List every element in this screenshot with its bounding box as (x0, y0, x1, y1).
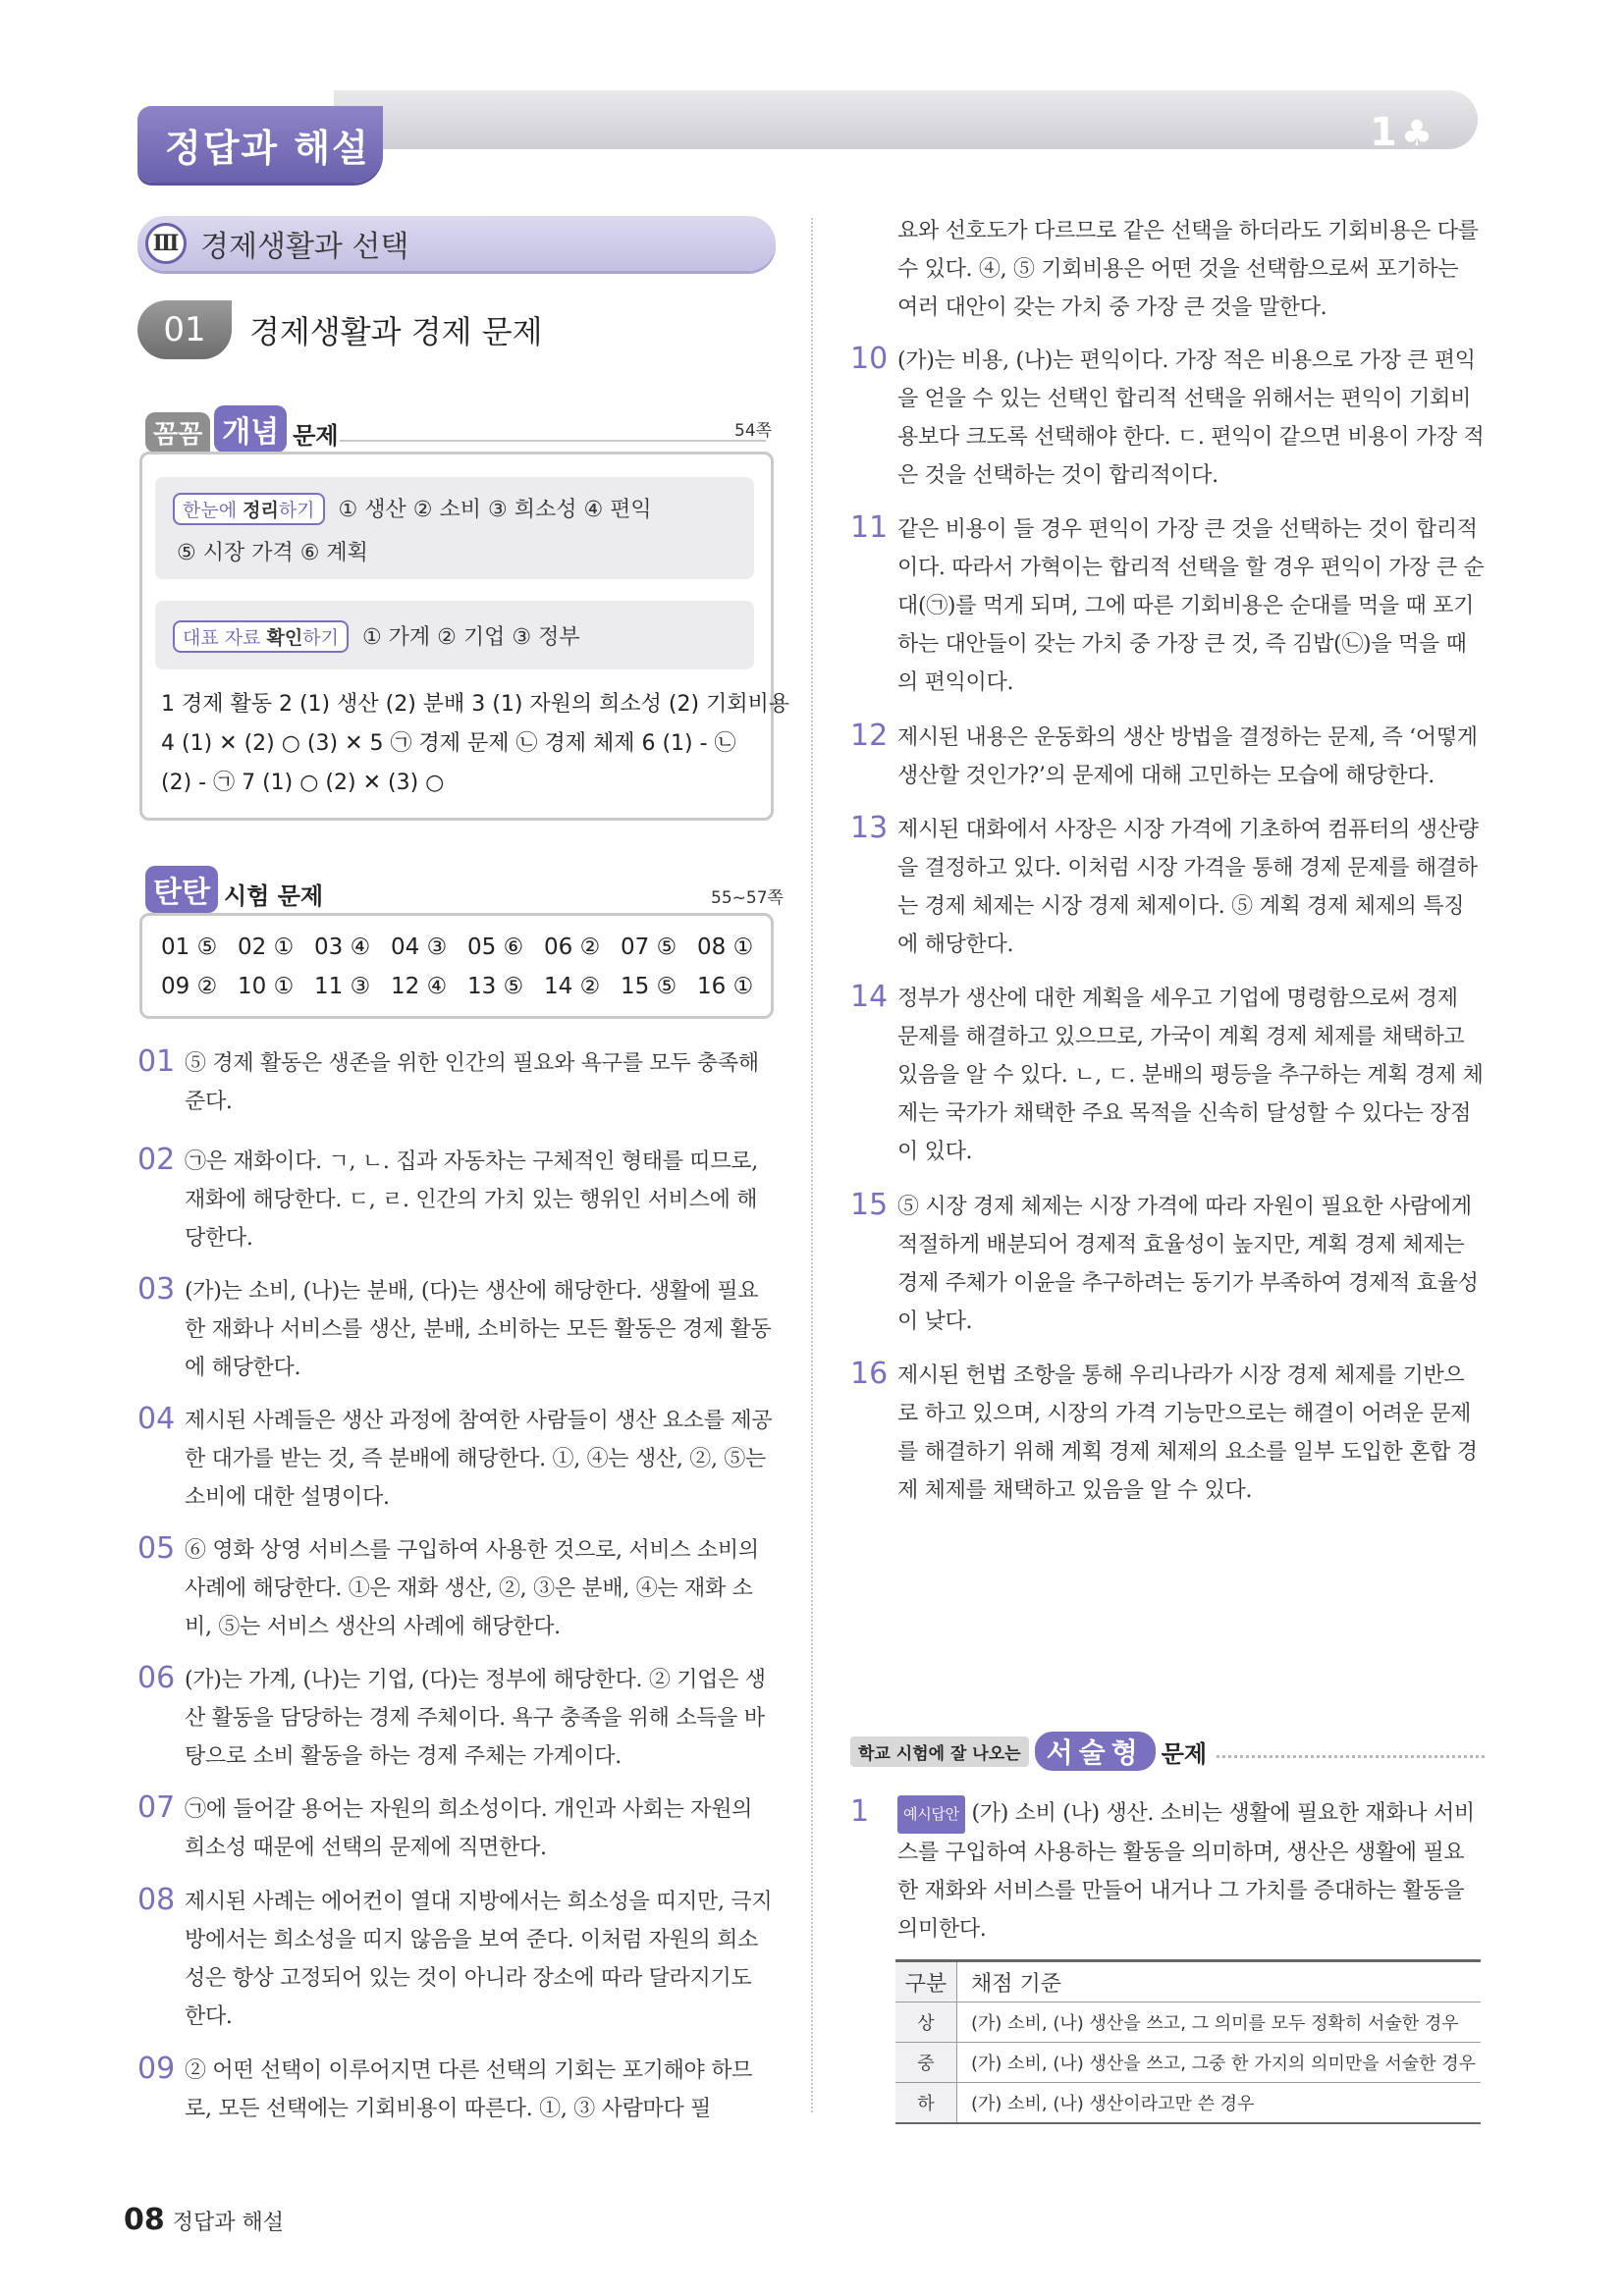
explanation-item (850, 719, 1485, 795)
concept-answer-line: 4 (1) ✕ (2) ○ (3) ✕ 5 ㉠ 경제 문제 ㉡ 경제 체제 6 (1) - ㉡ (161, 731, 736, 756)
grading-table-header (895, 1961, 1481, 2002)
exam-page-ref: 55~57쪽 (711, 888, 784, 908)
concept-tag-1: 꼼꼼 (145, 412, 210, 453)
exam-answer: 15 ⑤ (621, 974, 677, 999)
exam-answer: 04 ③ (391, 934, 448, 960)
explanation-number: 11 (850, 510, 889, 545)
explanation-text: 제시된 사례는 에어컨이 열대 지방에서는 희소성을 띠지만, 극지방에서는 희소성을 띠지 않음을 보여 준다. 이처럼 자원의 희소성은 항상 고정되어 있는 것이 아니라 장소에 따라 달라지기도 한다. (185, 1890, 773, 2029)
essay-pre-label: 학교 시험에 잘 나오는 (850, 1736, 1029, 1767)
exam-answer: 12 ④ (391, 974, 448, 999)
chapter-heading (137, 300, 543, 359)
clover-icon: ♣ (1400, 114, 1434, 154)
explanation-text: 제시된 헌법 조항을 통해 우리나라가 시장 경제 체제를 기반으로 하고 있으며, 시장의 가격 기능만으로는 해결이 어려운 문제를 해결하기 위해 계획 경제 체제의 요소를 일부 도입한 혼합 경제 체제를 채택하고 있음을 알 수 있다. (897, 1363, 1478, 1503)
grading-col-header: 채점 기준 (957, 1961, 1482, 2002)
explanation-number: 03 (137, 1272, 176, 1307)
exam-section-label (145, 866, 323, 913)
explanation-text: ⑥ 영화 상영 서비스를 구입하여 사용한 것으로, 서비스 소비의 사례에 해당한다. ①은 재화 생산, ②, ③은 분배, ④는 재화 소비, ⑤는 서비스 생산의 사례에 해당한다. (185, 1538, 759, 1639)
explanation-text: (가)는 가계, (나)는 기업, (다)는 정부에 해당한다. ② 기업은 생산 활동을 담당하는 경제 주체이다. 욕구 충족을 위해 소득을 바탕으로 소비 활동을 하는 경제 주체는 가계이다. (185, 1668, 766, 1769)
explanation-text: (가)는 소비, (나)는 분배, (다)는 생산에 해당한다. 생활에 필요한 재화나 서비스를 생산, 분배, 소비하는 모든 활동은 경제 활동에 해당한다. (185, 1279, 772, 1380)
explanation-item (850, 510, 1485, 702)
concept-label-word: 문제 (293, 422, 339, 450)
explanation-number: 12 (850, 719, 889, 753)
grading-level: 하 (895, 2083, 957, 2124)
essay-section-header (850, 1732, 1485, 1771)
exam-answer: 09 ② (161, 974, 218, 999)
unit-title: 경제생활과 선택 (200, 230, 409, 264)
page-footer (124, 2203, 284, 2237)
concept-tag-2: 개념 (214, 405, 287, 453)
explanation-text: (가)는 비용, (나)는 편익이다. 가장 적은 비용으로 가장 큰 편익을 얻을 수 있는 선택인 합리적 선택을 위해서는 편익이 기회비용보다 크도록 선택해야 한다. ㄷ. 편익이 같으면 비용이 가장 적은 것을 선택하는 것이 합리적이다. (897, 348, 1485, 488)
explanation-text: 제시된 사례들은 생산 과정에 참여한 사람들이 생산 요소를 제공한 대가를 받는 것, 즉 분배에 해당한다. ①, ④는 생산, ②, ⑤는 소비에 대한 설명이다. (185, 1409, 773, 1510)
explanation-text: ㉠은 재화이다. ㄱ, ㄴ. 집과 자동차는 구체적인 형태를 띠므로, 재화에 해당한다. ㄷ, ㄹ. 인간의 가치 있는 행위인 서비스에 해당한다. (185, 1149, 758, 1251)
summary-pill: 한눈에 정리하기 (173, 493, 325, 525)
explanation-number: 16 (850, 1357, 889, 1391)
exam-answer: 16 ① (697, 974, 754, 999)
explanation-number: 13 (850, 811, 889, 845)
explanation-number: 05 (137, 1531, 176, 1566)
grading-criterion: (가) 소비, (나) 생산이라고만 쓴 경우 (957, 2083, 1482, 2124)
explanation-text: 같은 비용이 들 경우 편익이 가장 큰 것을 선택하는 것이 합리적이다. 따라서 가혁이는 합리적 선택을 할 경우 편익이 가장 큰 순대(㉠)를 먹게 되며, 그에 따른 기회비용은 순대를 먹을 때 포기하는 대안들이 갖는 가치 중 가장 큰 것, 즉 김밥(㉡)을 먹을 때의 편익이다. (897, 517, 1485, 695)
grading-criterion: (가) 소비, (나) 생산을 쓰고, 그중 한 가지의 의미만을 서술한 경우 (957, 2043, 1482, 2083)
chapter-title: 경제생활과 경제 문제 (249, 313, 543, 350)
explanation-item (137, 1272, 776, 1387)
essay-label-word: 문제 (1161, 1739, 1208, 1768)
explanation-item (137, 1661, 776, 1776)
header-decoration (1370, 110, 1433, 155)
page-title: 정답과 해설 (137, 106, 383, 183)
concept-page-ref: 54쪽 (734, 421, 773, 441)
exam-answer: 14 ② (544, 974, 601, 999)
explanation-number: 15 (850, 1188, 889, 1222)
concept-label-rule (340, 440, 766, 442)
explanation-text: 정부가 생산에 대한 계획을 세우고 기업에 명령함으로써 경제 문제를 해결하고 있으므로, 가국이 계획 경제 체제를 채택하고 있음을 알 수 있다. ㄴ, ㄷ. 분배의 평등을 추구하는 계획 경제 체제는 국가가 채택한 주요 목적을 신속히 달성할 수 있다는 장점이 있다. (897, 987, 1484, 1164)
exam-answer: 03 ④ (314, 934, 371, 960)
explanation-item (850, 980, 1485, 1171)
exam-answer-row (161, 934, 774, 960)
grading-col-header: 구분 (895, 1961, 957, 2002)
grading-table (895, 1959, 1481, 2124)
representative-pill: 대표 자료 확인하기 (173, 620, 349, 653)
essay-answer-text: (가) 소비 (나) 생산. 소비는 생활에 필요한 재화나 서비스를 구입하여 사용하는 활동을 의미하며, 생산은 생활에 필요한 재화와 서비스를 만들어 내거나 그 가치를 증대하는 활동을 의미한다. (897, 1801, 1475, 1942)
chapter-number: 01 (137, 300, 232, 359)
explanation-text: ㉠에 들어갈 용어는 자원의 희소성이다. 개인과 사회는 자원의 희소성 때문에 선택의 문제에 직면한다. (185, 1797, 753, 1860)
exam-answer: 01 ⑤ (161, 934, 218, 960)
grading-row (895, 2043, 1481, 2083)
exam-answer: 08 ① (697, 934, 754, 960)
explanation-text: 제시된 대화에서 사장은 시장 가격에 기초하여 컴퓨터의 생산량을 결정하고 있다. 이처럼 시장 가격을 통해 경제 문제를 해결하는 경제 체제는 시장 경제 체제이다. ⑤ 계획 경제 체제의 특징에 해당한다. (897, 818, 1479, 957)
header-deco-number: 1 (1370, 110, 1397, 155)
explanation-text: 제시된 내용은 운동화의 생산 방법을 결정하는 문제, 즉 ‘어떻게 생산할 것인가?’의 문제에 대해 고민하는 모습에 해당한다. (897, 725, 1478, 788)
explanation-number: 14 (850, 980, 889, 1014)
exam-answer-row (161, 974, 774, 999)
explanation-item (137, 1531, 776, 1646)
exam-answer: 06 ② (544, 934, 601, 960)
explanation-item (137, 1402, 776, 1517)
explanation-number: 04 (137, 1402, 176, 1436)
unit-bar (137, 216, 776, 271)
essay-big-label: 서술형 (1035, 1732, 1156, 1771)
exam-answer: 13 ⑤ (467, 974, 524, 999)
essay-answer (897, 1794, 1485, 1949)
explanation-number: 02 (137, 1143, 176, 1177)
footer-label: 정답과 해설 (172, 2211, 285, 2235)
exam-tag: 탄탄 (145, 866, 218, 913)
model-answer-tag: 예시답안 (897, 1795, 965, 1834)
explanation-item (850, 212, 1485, 327)
explanation-number: 06 (137, 1661, 176, 1695)
grading-row (895, 2002, 1481, 2043)
explanation-item (137, 1883, 776, 2036)
summary-items-2: ⑤ 시장 가격 ⑥ 계획 (177, 541, 368, 565)
grading-criterion: (가) 소비, (나) 생산을 쓰고, 그 의미를 모두 정확히 서술한 경우 (957, 2002, 1482, 2043)
representative-items: ① 가계 ② 기업 ③ 정부 (361, 625, 580, 650)
exam-answer: 10 ① (238, 974, 295, 999)
column-divider (811, 218, 813, 2112)
explanation-number: 10 (850, 342, 889, 376)
essay-item (850, 1794, 1485, 1949)
representative-line (173, 620, 580, 653)
essay-number: 1 (850, 1794, 870, 1829)
exam-label-word: 시험 문제 (223, 882, 324, 910)
exam-answer: 07 ⑤ (621, 934, 677, 960)
explanation-item (850, 1188, 1485, 1341)
exam-answer: 05 ⑥ (467, 934, 524, 960)
concept-section-label (145, 405, 339, 453)
essay-dotted-rule (1217, 1745, 1485, 1758)
grading-level: 상 (895, 2002, 957, 2043)
header-bar (334, 90, 1478, 149)
summary-items-1: ① 생산 ② 소비 ③ 희소성 ④ 편익 (338, 498, 652, 522)
explanation-text: ⑤ 시장 경제 체제는 시장 가격에 따라 자원이 필요한 사람에게 적절하게 배분되어 경제적 효율성이 높지만, 계획 경제 체제는 경제 주체가 이윤을 추구하려는 동기가 부족하여 경제적 효율성이 낮다. (897, 1195, 1479, 1334)
explanation-item (137, 1143, 776, 1257)
explanation-item (850, 811, 1485, 964)
grading-row (895, 2083, 1481, 2124)
concept-answer-line: 1 경제 활동 2 (1) 생산 (2) 분배 3 (1) 자원의 희소성 (2) 기회비용 (161, 692, 790, 717)
explanation-number: 09 (137, 2052, 176, 2086)
explanation-item (137, 2052, 776, 2128)
concept-answer-line: (2) - ㉠ 7 (1) ○ (2) ✕ (3) ○ (161, 771, 445, 795)
explanation-number: 07 (137, 1790, 176, 1825)
explanation-item (137, 1790, 776, 1867)
exam-answer-box (139, 913, 774, 1019)
explanation-text: ⑤ 경제 활동은 생존을 위한 인간의 필요와 욕구를 모두 충족해 준다. (185, 1051, 759, 1114)
page-number: 08 (124, 2203, 165, 2237)
explanation-item (137, 1044, 776, 1121)
explanation-number: 08 (137, 1883, 176, 1917)
grading-level: 중 (895, 2043, 957, 2083)
unit-number: Ⅲ (145, 223, 187, 264)
explanation-item (850, 1357, 1485, 1510)
summary-line-1 (173, 493, 652, 525)
exam-answer: 11 ③ (314, 974, 371, 999)
explanation-text: ② 어떤 선택이 이루어지면 다른 선택의 기회는 포기해야 하므로, 모든 선택에는 기회비용이 따른다. ①, ③ 사람마다 필 (185, 2058, 753, 2121)
explanation-text: 요와 선호도가 다르므로 같은 선택을 하더라도 기회비용은 다를 수 있다. ④, ⑤ 기회비용은 어떤 것을 선택함으로써 포기하는 여러 대안이 갖는 가치 중 가장 큰 것을 말한다. (897, 219, 1479, 320)
explanation-number: 01 (137, 1044, 176, 1079)
explanation-item (850, 342, 1485, 495)
exam-answer: 02 ① (238, 934, 295, 960)
